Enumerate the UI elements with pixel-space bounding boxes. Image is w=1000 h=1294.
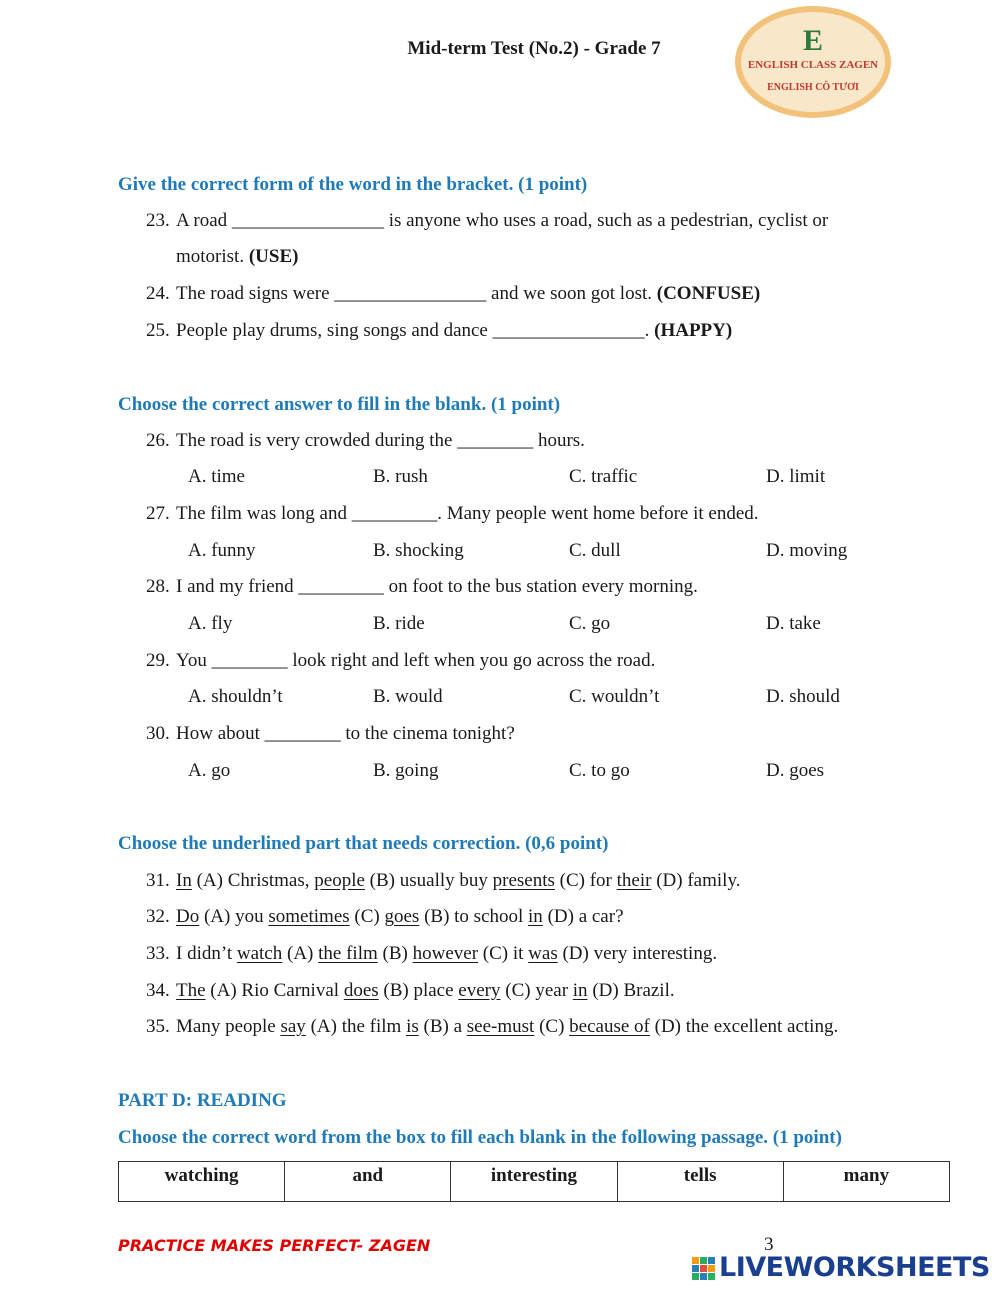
option-c[interactable]: C. dull [569,540,621,561]
option-d[interactable]: D. limit [766,466,826,487]
option-c[interactable]: C. wouldn’t [569,686,660,707]
underlined-part[interactable]: The [176,980,206,1001]
options-28 [0,613,1000,637]
option-d[interactable]: D. moving [766,540,848,561]
word-hint: (CONFUSE) [656,283,761,304]
question-number: 24. [146,283,170,304]
options-30 [0,760,1000,784]
box-word[interactable]: interesting [451,1162,617,1202]
underlined-part[interactable]: the film [318,943,378,964]
class-logo [733,4,893,120]
underlined-part[interactable]: sometimes [268,906,350,927]
part-d-heading: PART D: READING [118,1090,287,1111]
logo-line-1: ENGLISH CLASS ZAGEN [747,59,879,71]
underlined-part[interactable]: however [412,943,479,964]
question-number: 23. [146,210,170,231]
underlined-part[interactable]: their [616,870,652,891]
option-b[interactable]: B. shocking [373,540,464,561]
option-d[interactable]: D. take [766,613,821,634]
answer-blank[interactable]: ________________ [231,210,384,231]
option-a[interactable]: A. time [188,466,245,487]
page-title: Mid-term Test (No.2) - Grade 7 [407,38,661,59]
option-c[interactable]: C. go [569,613,611,634]
underlined-part[interactable]: see-must [466,1016,535,1037]
box-word[interactable]: watching [119,1162,285,1202]
underlined-part[interactable]: In [176,870,192,891]
option-a[interactable]: A. go [188,760,231,781]
logo-letter: E [802,24,824,57]
option-a[interactable]: A. fly [188,613,233,634]
page-number: 3 [764,1234,774,1255]
box-word[interactable]: many [783,1162,949,1202]
liveworksheets-wordmark: LIVEWORKSHEETS [719,1252,990,1283]
underlined-part[interactable]: in [528,906,543,927]
error-correction-heading: Choose the underlined part that needs correction. (0,6 point) [118,833,609,854]
option-b[interactable]: B. would [373,686,443,707]
option-c[interactable]: C. traffic [569,466,638,487]
answer-blank[interactable]: ________________ [334,283,487,304]
word-form-heading: Give the correct form of the word in the bracket. (1 point) [118,174,588,195]
options-27 [0,540,1000,564]
underlined-part[interactable]: people [314,870,365,891]
question-number: 25. [146,320,170,341]
box-word[interactable]: and [285,1162,451,1202]
word-box [118,1161,950,1202]
word-hint: (HAPPY) [654,320,733,341]
option-a[interactable]: A. funny [188,540,256,561]
liveworksheets-icon [692,1257,716,1281]
option-a[interactable]: A. shouldn’t [188,686,283,707]
underlined-part[interactable]: watch [236,943,283,964]
underlined-part[interactable]: was [528,943,558,964]
footer-motto: PRACTICE MAKES PERFECT- ZAGEN [118,1236,431,1255]
answer-blank[interactable]: ________________ [492,320,645,341]
underlined-part[interactable]: is [406,1016,419,1037]
logo-line-2: ENGLISH CÔ TƯƠI [767,82,859,93]
underlined-part[interactable]: Do [176,906,200,927]
options-26 [0,466,1000,490]
underlined-part[interactable]: does [343,980,379,1001]
multiple-choice-heading: Choose the correct answer to fill in the blank. (1 point) [118,394,561,415]
part-d-instruction: Choose the correct word from the box to fill each blank in the following passage. (1 point) [118,1127,842,1148]
option-c[interactable]: C. to go [569,760,630,781]
underlined-part[interactable]: every [458,980,501,1001]
liveworksheets-logo[interactable] [692,1252,992,1286]
box-word[interactable]: tells [617,1162,783,1202]
option-b[interactable]: B. ride [373,613,425,634]
word-hint: (USE) [248,246,299,267]
option-b[interactable]: B. going [373,760,439,781]
underlined-part[interactable]: goes [384,906,420,927]
option-d[interactable]: D. should [766,686,840,707]
options-29 [0,686,1000,710]
option-d[interactable]: D. goes [766,760,825,781]
underlined-part[interactable]: in [572,980,588,1001]
underlined-part[interactable]: say [280,1016,306,1037]
underlined-part[interactable]: presents [492,870,555,891]
option-b[interactable]: B. rush [373,466,428,487]
underlined-part[interactable]: because of [569,1016,650,1037]
